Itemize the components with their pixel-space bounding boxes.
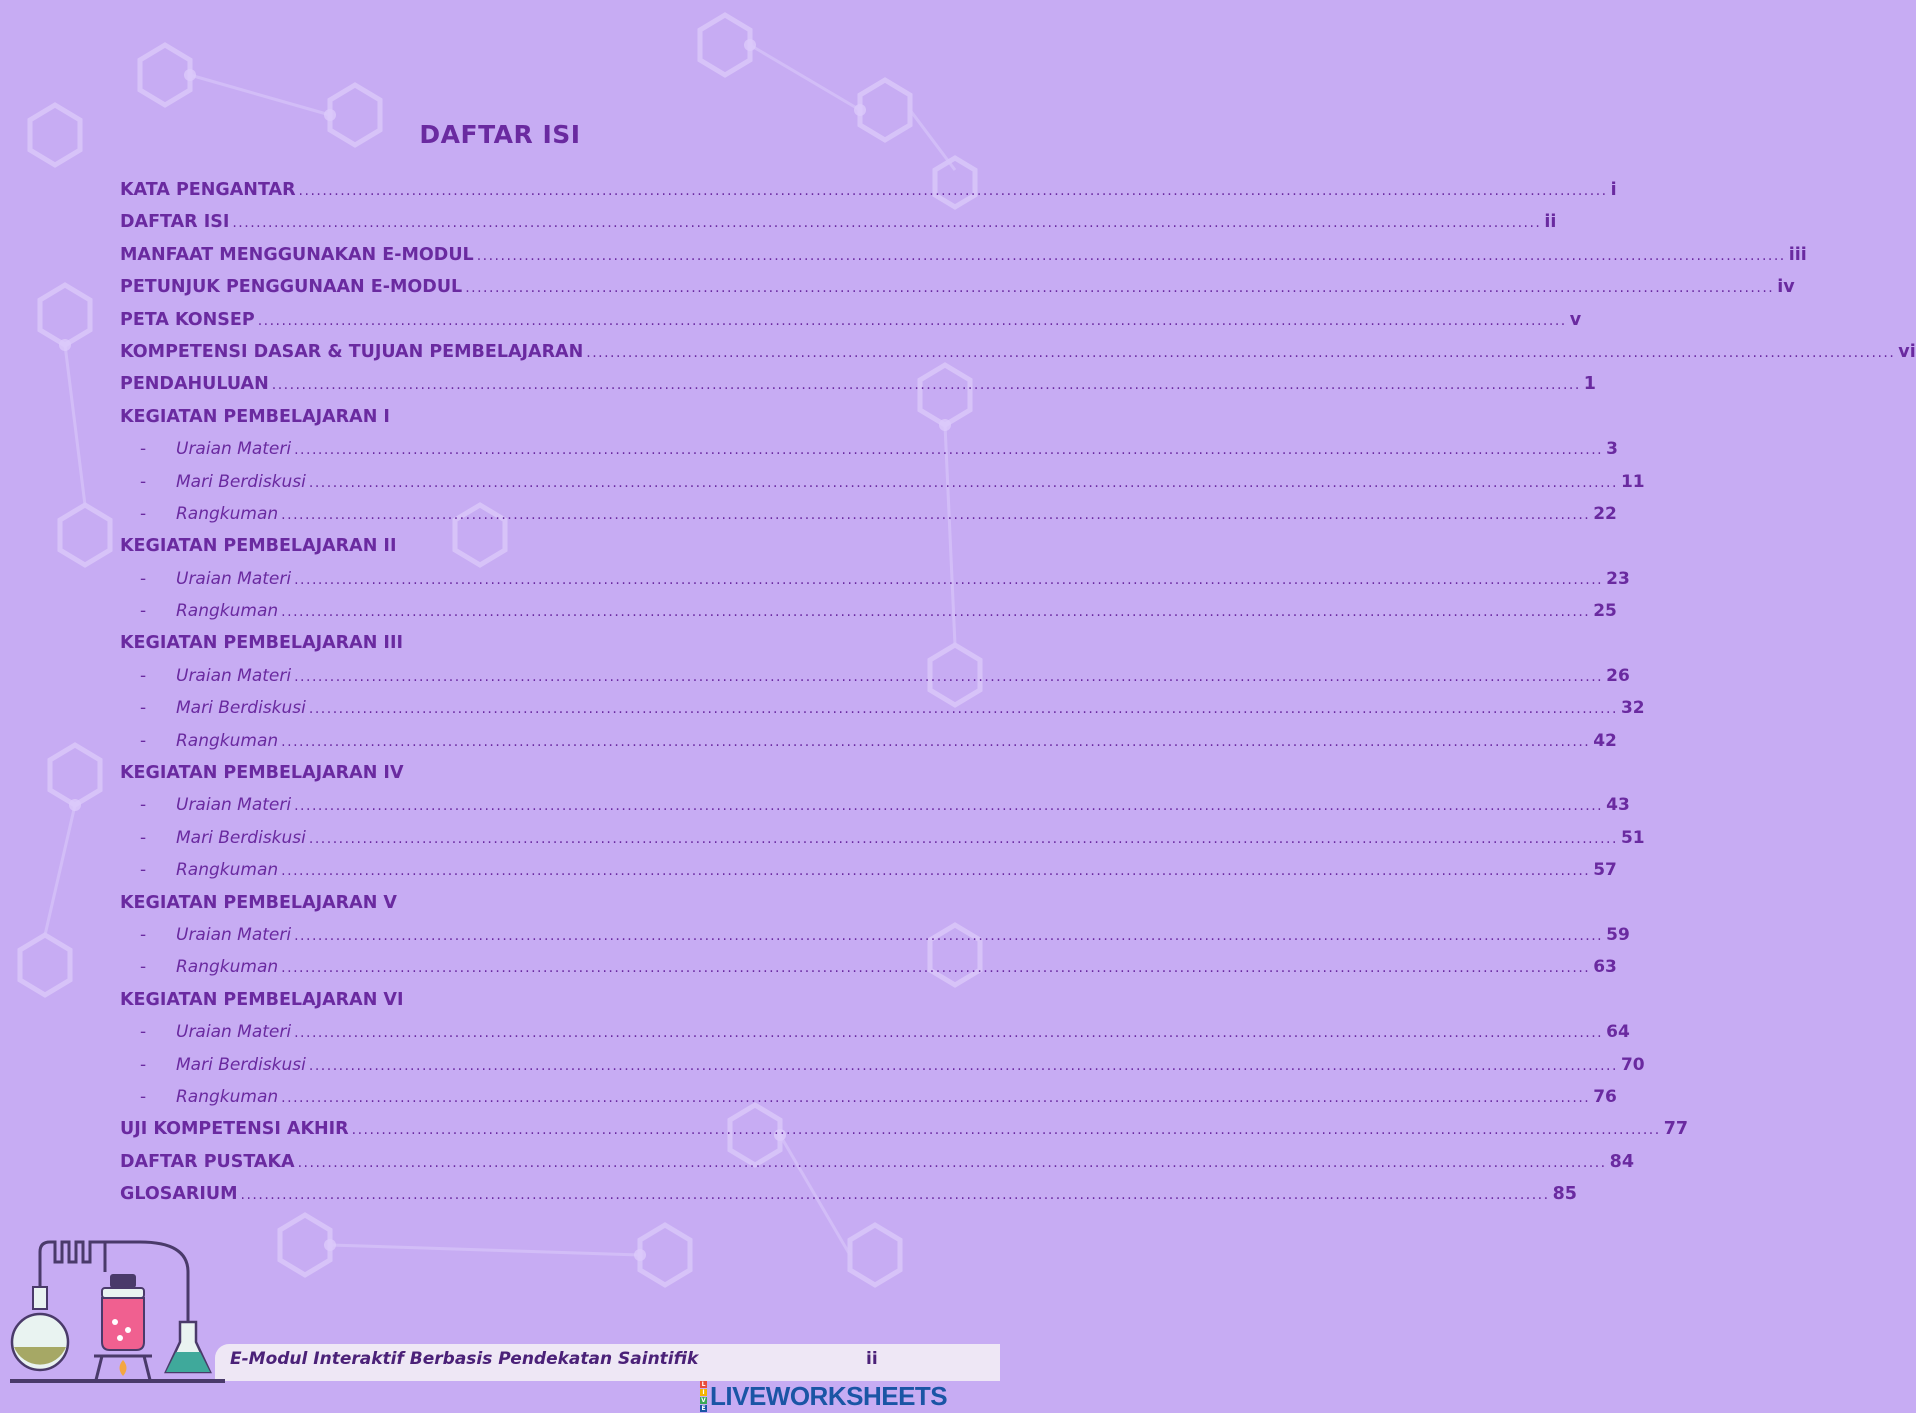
lab-equipment-illustration xyxy=(10,1232,225,1387)
toc-bullet: - xyxy=(140,827,147,848)
toc-leader-dots: ............................................................................................................................................................................................................................ xyxy=(586,344,1896,361)
toc-bullet: - xyxy=(140,730,147,751)
toc-page-number: 64 xyxy=(1606,1022,1630,1043)
toc-leader-dots: ............................................................................................................................................................................................................................ xyxy=(308,1057,1618,1074)
toc-subentry[interactable] xyxy=(120,1081,1617,1113)
toc-subentry[interactable] xyxy=(120,433,1618,465)
toc-page-number: v xyxy=(1569,309,1582,330)
toc-entry[interactable] xyxy=(120,984,883,1016)
toc-page-number: 84 xyxy=(1609,1151,1634,1172)
toc-page-number: 85 xyxy=(1552,1184,1577,1205)
logo-letter: I xyxy=(700,1389,707,1396)
table-of-contents xyxy=(120,174,1916,1211)
toc-page-number: 11 xyxy=(1620,471,1645,492)
toc-leader-dots: ............................................................................................................................................................................................................................ xyxy=(281,960,1591,977)
toc-label: KATA PENGANTAR xyxy=(120,180,296,200)
liveworksheets-text: LIVEWORKSHEETS xyxy=(710,1380,948,1411)
toc-page-number: vi xyxy=(1898,341,1916,362)
toc-leader-dots: ............................................................................................................................................................................................................................ xyxy=(281,604,1591,621)
toc-page-number: 59 xyxy=(1606,924,1630,945)
toc-page-number: 63 xyxy=(1593,957,1617,978)
toc-subentry[interactable] xyxy=(120,1049,1645,1081)
toc-subentry[interactable] xyxy=(120,1016,1630,1048)
beaker-on-burner-icon xyxy=(94,1274,152,1380)
toc-entry[interactable] xyxy=(120,530,883,562)
footer-module-title: E-Modul Interaktif Berbasis Pendekatan Saintifik xyxy=(230,1349,699,1369)
toc-bullet: - xyxy=(140,568,147,589)
toc-page-number: 25 xyxy=(1593,601,1617,622)
toc-leader-dots: ............................................................................................................................................................................................................................ xyxy=(294,668,1604,685)
toc-label: Rangkuman xyxy=(176,730,279,751)
toc-bullet: - xyxy=(140,1086,147,1107)
toc-subentry[interactable] xyxy=(120,725,1617,757)
toc-bullet: - xyxy=(140,471,147,492)
toc-label: Rangkuman xyxy=(176,957,279,978)
toc-page-number: 42 xyxy=(1593,730,1617,751)
toc-label: KEGIATAN PEMBELAJARAN IV xyxy=(120,763,404,784)
toc-subentry[interactable] xyxy=(120,498,1617,530)
toc-page-number: 70 xyxy=(1620,1054,1645,1075)
toc-label: Rangkuman xyxy=(176,503,279,524)
toc-label: KEGIATAN PEMBELAJARAN I xyxy=(120,406,390,427)
liveworksheets-logo-icon xyxy=(700,1380,707,1412)
toc-leader-dots: ............................................................................................................................................................................................................................ xyxy=(240,1187,1550,1204)
toc-label: GLOSARIUM xyxy=(120,1184,238,1205)
toc-label: Rangkuman xyxy=(176,860,279,881)
toc-page-number: 32 xyxy=(1620,698,1645,719)
toc-label: KEGIATAN PEMBELAJARAN II xyxy=(120,536,397,557)
toc-leader-dots: ............................................................................................................................................................................................................................ xyxy=(294,927,1604,944)
toc-label: Mari Berdiskusi xyxy=(176,827,306,848)
toc-page-number: iv xyxy=(1777,277,1795,298)
toc-label: Uraian Materi xyxy=(176,665,292,686)
toc-leader-dots: ............................................................................................................................................................................................................................ xyxy=(351,1122,1661,1139)
toc-entry[interactable] xyxy=(120,1113,1689,1145)
logo-letter: L xyxy=(701,1380,706,1388)
toc-entry[interactable] xyxy=(120,401,883,433)
toc-entry[interactable] xyxy=(120,368,1596,400)
toc-page-number: 43 xyxy=(1606,795,1630,816)
toc-subentry[interactable] xyxy=(120,595,1617,627)
toc-page-number: 51 xyxy=(1620,827,1645,848)
toc-label: UJI KOMPETENSI AKHIR xyxy=(120,1119,349,1140)
page-title: DAFTAR ISI xyxy=(419,120,581,149)
toc-bullet: - xyxy=(140,601,147,622)
toc-label: MANFAAT MENGGUNAKAN E-MODUL xyxy=(120,244,474,265)
toc-leader-dots: ............................................................................................................................................................................................................................ xyxy=(271,377,1581,394)
toc-subentry[interactable] xyxy=(120,692,1645,724)
toc-leader-dots: ............................................................................................................................................................................................................................ xyxy=(294,571,1604,588)
toc-bullet: - xyxy=(140,795,147,816)
round-flask-icon xyxy=(12,1287,68,1370)
toc-leader-dots: ............................................................................................................................................................................................................................ xyxy=(308,830,1618,847)
toc-bullet: - xyxy=(140,860,147,881)
toc-page-number: iii xyxy=(1788,244,1807,265)
logo-letter: E xyxy=(701,1404,706,1412)
toc-label: Mari Berdiskusi xyxy=(176,1054,306,1075)
toc-leader-dots: ............................................................................................................................................................................................................................ xyxy=(281,1089,1591,1106)
toc-leader-dots: ............................................................................................................................................................................................................................ xyxy=(281,506,1591,523)
toc-label: PENDAHULUAN xyxy=(120,374,269,395)
toc-leader-dots: ............................................................................................................................................................................................................................ xyxy=(294,798,1604,815)
toc-entry[interactable] xyxy=(120,757,883,789)
toc-bullet: - xyxy=(140,957,147,978)
toc-bullet: - xyxy=(140,1022,147,1043)
toc-label: KEGIATAN PEMBELAJARAN VI xyxy=(120,989,404,1010)
toc-leader-dots: ............................................................................................................................................................................................................................ xyxy=(476,247,1786,264)
toc-bullet: - xyxy=(140,924,147,945)
toc-label: Uraian Materi xyxy=(176,795,292,816)
toc-page-number: i xyxy=(1610,180,1617,200)
toc-page-number: 1 xyxy=(1583,374,1596,395)
toc-entry[interactable] xyxy=(120,1146,1634,1178)
toc-page-number: ii xyxy=(1544,212,1557,233)
toc-entry[interactable] xyxy=(120,627,883,659)
toc-label: PETUNJUK PENGGUNAAN E-MODUL xyxy=(120,277,463,298)
toc-page-number: 76 xyxy=(1593,1086,1617,1107)
toc-entry[interactable] xyxy=(120,206,1557,238)
toc-label: Rangkuman xyxy=(176,601,279,622)
toc-label: Uraian Materi xyxy=(176,568,292,589)
toc-label: Uraian Materi xyxy=(176,1022,292,1043)
toc-bullet: - xyxy=(140,503,147,524)
conical-flask-icon xyxy=(166,1322,210,1372)
toc-label: KEGIATAN PEMBELAJARAN III xyxy=(120,633,403,654)
toc-page-number: 23 xyxy=(1606,568,1630,589)
toc-entry[interactable] xyxy=(120,174,1617,206)
toc-subentry[interactable] xyxy=(120,563,1630,595)
toc-page-number: 77 xyxy=(1663,1119,1689,1140)
toc-bullet: - xyxy=(140,665,147,686)
toc-leader-dots: ............................................................................................................................................................................................................................ xyxy=(297,1154,1607,1171)
toc-leader-dots: ............................................................................................................................................................................................................................ xyxy=(257,312,1567,329)
toc-page-number: 3 xyxy=(1606,439,1618,460)
toc-leader-dots: ............................................................................................................................................................................................................................ xyxy=(308,474,1618,491)
toc-subentry[interactable] xyxy=(120,854,1617,886)
toc-leader-dots: ............................................................................................................................................................................................................................ xyxy=(294,442,1604,459)
toc-page-number: 22 xyxy=(1593,503,1617,524)
toc-label: KOMPETENSI DASAR & TUJUAN PEMBELAJARAN xyxy=(120,341,584,362)
toc-bullet: - xyxy=(140,698,147,719)
toc-subentry[interactable] xyxy=(120,951,1617,983)
toc-label: PETA KONSEP xyxy=(120,309,255,330)
toc-label: KEGIATAN PEMBELAJARAN V xyxy=(120,892,397,913)
toc-label: Mari Berdiskusi xyxy=(176,471,306,492)
toc-leader-dots: ............................................................................................................................................................................................................................ xyxy=(465,280,1775,297)
toc-subentry[interactable] xyxy=(120,822,1645,854)
toc-entry[interactable] xyxy=(120,1178,1577,1210)
liveworksheets-watermark xyxy=(700,1382,947,1410)
toc-leader-dots: ............................................................................................................................................................................................................................ xyxy=(308,701,1618,718)
toc-leader-dots: ............................................................................................................................................................................................................................ xyxy=(294,1025,1604,1042)
toc-subentry[interactable] xyxy=(120,919,1630,951)
toc-label: Uraian Materi xyxy=(176,924,292,945)
toc-label: Uraian Materi xyxy=(176,439,292,460)
toc-subentry[interactable] xyxy=(120,660,1630,692)
toc-leader-dots: ............................................................................................................................................................................................................................ xyxy=(232,215,1542,232)
toc-subentry[interactable] xyxy=(120,466,1645,498)
toc-subentry[interactable] xyxy=(120,789,1630,821)
toc-entry[interactable] xyxy=(120,271,1795,303)
toc-leader-dots: ............................................................................................................................................................................................................................ xyxy=(281,733,1591,750)
toc-entry[interactable] xyxy=(120,887,883,919)
toc-entry[interactable] xyxy=(120,336,1916,368)
toc-label: DAFTAR PUSTAKA xyxy=(120,1151,295,1172)
toc-bullet: - xyxy=(140,439,147,460)
footer-page-number: ii xyxy=(866,1349,878,1369)
toc-label: Mari Berdiskusi xyxy=(176,698,306,719)
toc-label: Rangkuman xyxy=(176,1086,279,1107)
toc-entry[interactable] xyxy=(120,304,1582,336)
toc-leader-dots: ............................................................................................................................................................................................................................ xyxy=(281,863,1591,880)
toc-page-number: 57 xyxy=(1593,860,1617,881)
logo-letter: V xyxy=(701,1396,706,1404)
toc-leader-dots: ............................................................................................................................................................................................................................ xyxy=(298,183,1608,199)
toc-label: DAFTAR ISI xyxy=(120,212,230,233)
toc-entry[interactable] xyxy=(120,239,1807,271)
toc-bullet: - xyxy=(140,1054,147,1075)
toc-page-number: 26 xyxy=(1606,665,1630,686)
